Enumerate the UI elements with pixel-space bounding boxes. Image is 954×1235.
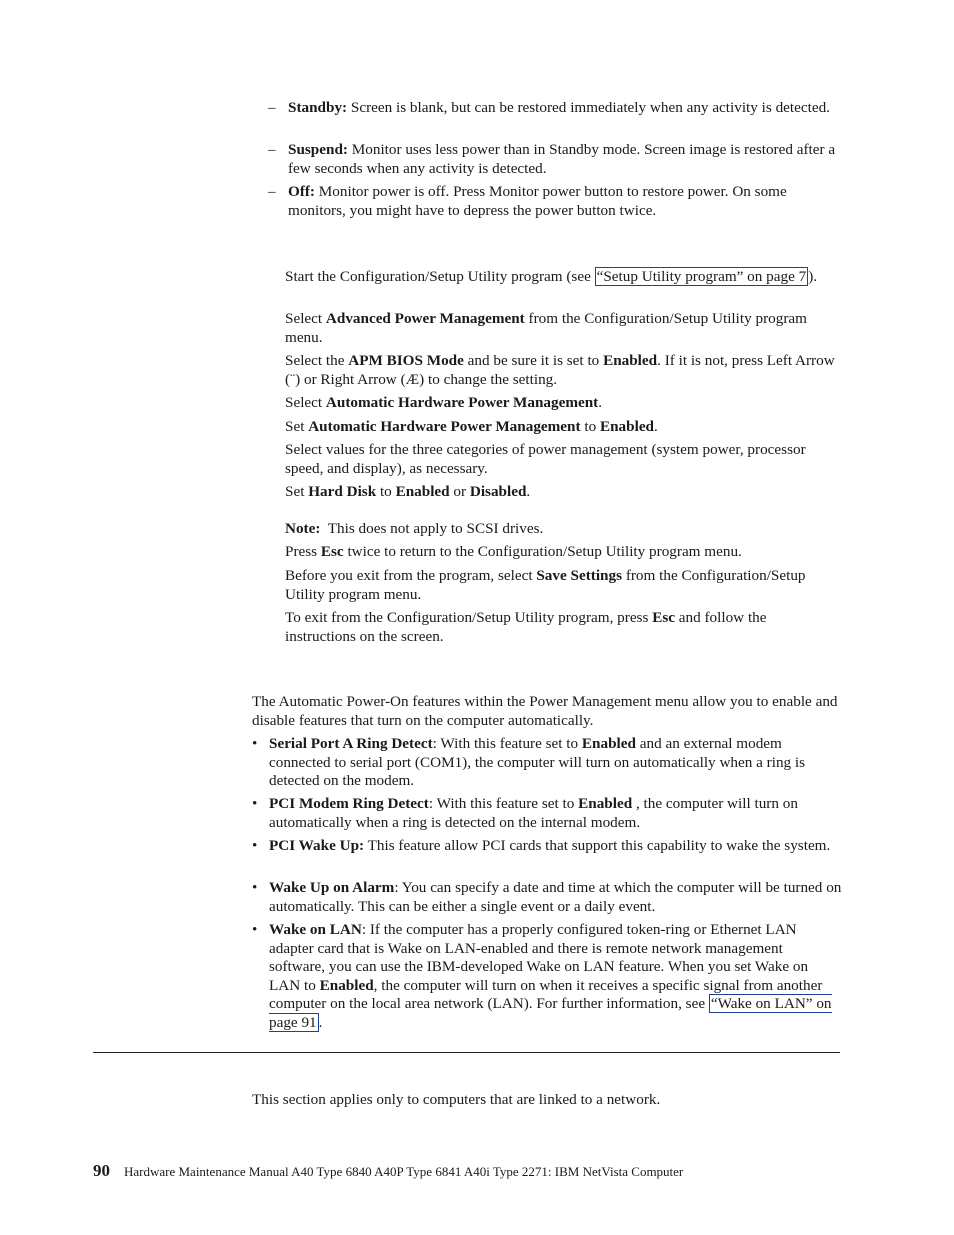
step-text: twice to return to the Configuration/Setup Utility program menu. — [343, 543, 742, 560]
term-off: Off: — [288, 183, 315, 200]
bullet-text: , the computer will turn on automatically when a ring is detected on the internal modem. — [269, 795, 798, 831]
bullet-text: . — [318, 1013, 323, 1031]
bullet-text: , the computer will turn on when it receives a specific signal from another computer on the local area network (LAN). For further information, see — [269, 976, 823, 1012]
step-text: To exit from the Configuration/Setup Utility program, press — [285, 609, 653, 626]
note — [285, 520, 841, 539]
step-text: Start the Configuration/Setup Utility program (see — [285, 268, 595, 285]
dash-marker: – — [268, 141, 276, 158]
bullet-text: : With this feature set to — [432, 735, 582, 752]
step-text: to — [580, 418, 600, 435]
step-text: . — [598, 394, 603, 411]
step-text: Set — [285, 483, 309, 500]
step-term: Esc — [320, 543, 344, 560]
step-term: Save Settings — [536, 567, 623, 584]
step-term: Automatic Hardware Power Management — [325, 394, 599, 411]
page-footer — [93, 1162, 683, 1182]
step-select-auto-hw — [285, 394, 841, 413]
dash-item-off — [268, 183, 838, 220]
dash-item-standby — [268, 99, 838, 118]
step-select-apm — [285, 310, 841, 347]
bullet-marker: • — [252, 795, 258, 812]
bullet-wake-on-lan — [252, 921, 842, 1032]
footer-title: Hardware Maintenance Manual A40 Type 6840 A40P Type 6841 A40i Type 2271: IBM NetVista Computer — [124, 1164, 684, 1179]
network-section-note: This section applies only to computers that are linked to a network. — [252, 1091, 661, 1108]
desc-off: Monitor power is off. Press Monitor power button to restore power. On some monitors, you might have to depress the power button twice. — [288, 183, 787, 219]
step-exit — [285, 609, 841, 646]
step-hard-disk — [285, 483, 841, 502]
step-text: and be sure it is set to — [463, 352, 604, 369]
step-text: . — [526, 483, 531, 500]
bullet-serial-port-ring — [252, 735, 842, 791]
dash-marker: – — [268, 99, 276, 116]
step-term: APM BIOS Mode — [348, 352, 464, 369]
bullet-term: Enabled — [319, 976, 374, 994]
bullet-term: PCI Modem Ring Detect — [269, 795, 429, 812]
setup-utility-link[interactable]: “Setup Utility program” on page 7 — [596, 268, 807, 285]
step-apm-bios-mode — [285, 352, 841, 389]
step-select-values — [285, 441, 841, 478]
bullet-marker: • — [252, 837, 258, 854]
section-divider — [93, 1052, 840, 1053]
bullet-text: This feature allow PCI cards that support this capability to wake the system. — [364, 837, 831, 854]
bullet-pci-wake-up — [252, 837, 842, 856]
dash-item-suspend — [268, 141, 838, 178]
step-text: to — [376, 483, 396, 500]
step-text: from the Configuration/Setup Utility program menu. — [285, 310, 807, 346]
dash-marker: – — [268, 183, 276, 200]
note-text: This does not apply to SCSI drives. — [320, 520, 544, 537]
bullet-pci-modem-ring — [252, 795, 842, 832]
step-text: Select — [285, 310, 326, 327]
bullet-term: Wake Up on Alarm — [269, 879, 395, 896]
step-text: . If it is not, press Left Arrow (¨) or Right Arrow (Æ) to change the setting. — [285, 352, 835, 388]
bullet-term: Enabled — [581, 735, 636, 752]
step-text: Set — [285, 418, 309, 435]
step-term: Enabled — [395, 483, 450, 500]
term-standby: Standby: — [288, 99, 348, 116]
step-text: ). — [808, 268, 818, 285]
bullet-text: : You can specify a date and time at which the computer will be turned on automatically. This can be either a single event or a daily event. — [269, 879, 842, 915]
step-text: Select values for the three categories of power management (system power, processor speed, and display), as necessary. — [285, 441, 806, 477]
desc-suspend: Monitor uses less power than in Standby mode. Screen image is restored after a few seconds when any activity is detected. — [288, 141, 836, 177]
step-save-settings — [285, 567, 841, 604]
bullet-marker: • — [252, 735, 258, 752]
step-term: Advanced Power Management — [325, 310, 525, 327]
auto-power-on-intro: The Automatic Power-On features within the Power Management menu allow you to enable and disable features that turn on the computer automatically. — [252, 693, 838, 729]
bullet-text: : If the computer has a properly configured token-ring or Ethernet LAN adapter card that is Wake on LAN-enabled and there is remote network management software, you can use the IBM-developed Wake on LAN feature. When you set Wake on LAN to — [269, 921, 809, 994]
step-term: Enabled — [603, 352, 658, 369]
step-text: . — [654, 418, 658, 435]
desc-standby: Screen is blank, but can be restored immediately when any activity is detected. — [347, 99, 830, 116]
bullet-text: and an external modem connected to serial port (COM1), the computer will turn on automatically when a ring is detected on the modem. — [269, 735, 806, 789]
step-set-auto-hw — [285, 418, 841, 437]
step-text: or — [449, 483, 470, 500]
step-term: Enabled — [599, 418, 655, 435]
step-term: Esc — [652, 609, 675, 626]
step-text: Select — [285, 394, 326, 411]
step-term: Automatic Hardware Power Management — [308, 418, 581, 435]
note-label: Note: — [285, 520, 321, 537]
bullet-marker: • — [252, 879, 258, 896]
step-text: from the Configuration/Setup Utility program menu. — [285, 567, 806, 603]
bullet-term: Enabled — [578, 795, 633, 812]
term-suspend: Suspend: — [288, 141, 348, 158]
step-term: Disabled — [469, 483, 527, 500]
bullet-text: : With this feature set to — [428, 795, 579, 812]
page-number: 90 — [93, 1161, 110, 1180]
step-text: and follow the instructions on the screen. — [285, 609, 767, 645]
bullet-term: PCI Wake Up: — [269, 837, 365, 854]
wake-on-lan-link[interactable]: “Wake on LAN” on page 91 — [269, 995, 832, 1031]
step-text: Press — [285, 543, 321, 560]
step-text: Select the — [285, 352, 349, 369]
step-start-setup — [285, 268, 841, 287]
bullet-wake-up-alarm — [252, 879, 842, 916]
step-press-esc — [285, 543, 841, 562]
step-text: Before you exit from the program, select — [285, 567, 537, 584]
bullet-marker: • — [252, 921, 258, 938]
bullet-term: Serial Port A Ring Detect — [269, 735, 433, 752]
step-term: Hard Disk — [308, 483, 377, 500]
bullet-term: Wake on LAN — [269, 921, 362, 938]
